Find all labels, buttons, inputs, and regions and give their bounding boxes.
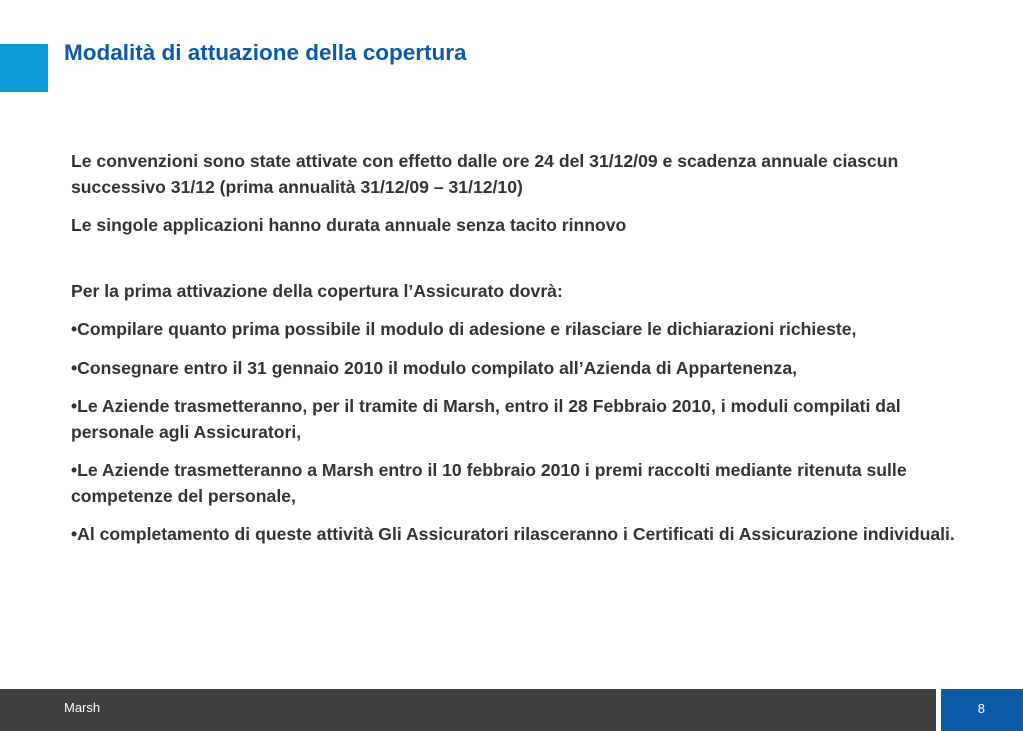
bullet-item: •Compilare quanto prima possibile il modulo di adesione e rilasciare le dichiarazioni richieste, [71,319,857,339]
page-number: 8 [977,701,985,716]
bullet-item: •Le Aziende trasmetteranno, per il tramite di Marsh, entro il 28 Febbraio 2010, i moduli compilati dal personale agli Assicuratori, [71,396,901,442]
slide-body [71,149,971,548]
paragraph-duration: Le singole applicazioni hanno durata annuale senza tacito rinnovo [71,215,627,235]
bullet-item: •Le Aziende trasmetteranno a Marsh entro il 10 febbraio 2010 i premi raccolti mediante ritenuta sulle competenze del personale, [71,460,907,506]
bullet-item: •Al completamento di queste attività Gli Assicuratori rilasceranno i Certificati di Assicurazione individuali. [71,524,955,544]
slide-title: Modalità di attuazione della copertura [64,40,467,65]
bullet-item: •Consegnare entro il 31 gennaio 2010 il modulo compilato all’Azienda di Appartenenza, [71,357,798,378]
paragraph-effective-dates: Le convenzioni sono state attivate con effetto dalle ore 24 del 31/12/09 e scadenza annuale ciascun successivo 31/12 (prima annualità 31/12/09 – 31/12/10) [71,151,899,197]
footer-bar [0,689,936,731]
paragraph-first-activation: Per la prima attivazione della copertura l’Assicurato dovrà: [71,280,563,301]
footer-brand: Marsh [64,700,101,715]
title-accent-square [0,44,48,92]
